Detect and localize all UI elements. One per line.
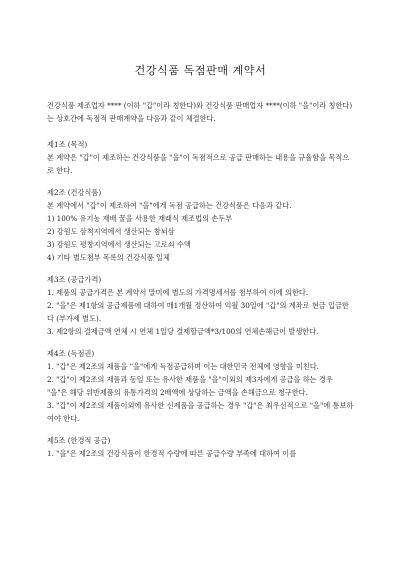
article-line: 4) 기타 별도첨부 목록의 건강식품 일체: [47, 253, 170, 262]
document-title: 건강식품 독점판매 계약서: [134, 64, 267, 77]
article-line: 2) 강원도 삼척지역에서 생산되는 참뇌삼: [47, 227, 175, 236]
article-line: 1. "을"은 제2조의 건강식품이 한경적 수량에 따른 공급수량 부족에 대하여 이를: [47, 449, 297, 458]
intro-paragraph: 건강식품 제조업자 **** (이하 "갑"이라 칭한다)와 건강식품 판매업자 ****(이하 "을"이라 칭한다)는 상호간에 독점적 판매계약을 다음과 같이 체결한다.: [47, 101, 353, 123]
article-line: 1. 제품의 공급가격은 본 계약서 말미에 별도의 가격명세서를 첨부하여 이에 의한다.: [47, 288, 309, 297]
article-heading: 제5조 (한경적 공급): [47, 436, 111, 445]
article-line: 3. 제2항의 결제금액 연체 시 연체 1일당 결제할금액*3/100의 연체손해금이 발생한다.: [47, 327, 319, 336]
article-heading: 제4조 (독점권): [47, 349, 95, 358]
article-line: 1) 100% 유기농 재배 꿀을 사용한 재래식 제조법의 손두부: [47, 214, 233, 223]
article-1: [47, 138, 354, 177]
article-line: 본 계약에서 "갑"이 제조하여 "을"에게 독점 공급하는 건강식품은 다음과 같다.: [47, 201, 292, 210]
article-heading: 제2조 (건강식품): [47, 188, 102, 197]
article-line: 1. "갑"은 제2조의 제품을 "을"에게 독점공급하며 이는 대한민국 전체에 영향을 미친다.: [47, 362, 319, 371]
article-line: 2. "갑"이 제2조의 제품과 동일 또는 유사한 제품을 "을"이외의 제3자에게 공급을 하는 경우 "을"은 해당 위반제품의 유통가격의 2배액에 상당하는 금액을 손해금으로 청구한다.: [47, 375, 333, 397]
article-line: 3) 강원도 평창지역에서 생산되는 고로쇠 수액: [47, 240, 191, 249]
article-2: [47, 186, 354, 264]
article-line: 2. "을"은 제1항의 공급제품에 대하여 매1개월 정산하여 익월 30일에 "갑"의 계좌로 현금 입금한다 (부가세 별도).: [47, 301, 349, 323]
article-line: 3. "갑"이 제2조의 제품이외에 유사한 신제품을 공급하는 경우 "갑"은 최우선적으로 "을"에 통보하여야 한다.: [47, 401, 354, 423]
article-heading: 제1조 (목적): [47, 140, 88, 149]
article-4: [47, 347, 354, 425]
article-3: [47, 273, 354, 338]
article-line: 본 계약은 "갑"이 제조하는 건강식품을 "을"이 독점적으로 공급 판매하는 내용을 규율함을 목적으로 한다.: [47, 153, 350, 175]
article-5: [47, 434, 354, 460]
article-heading: 제3조 (공급가격): [47, 275, 102, 284]
